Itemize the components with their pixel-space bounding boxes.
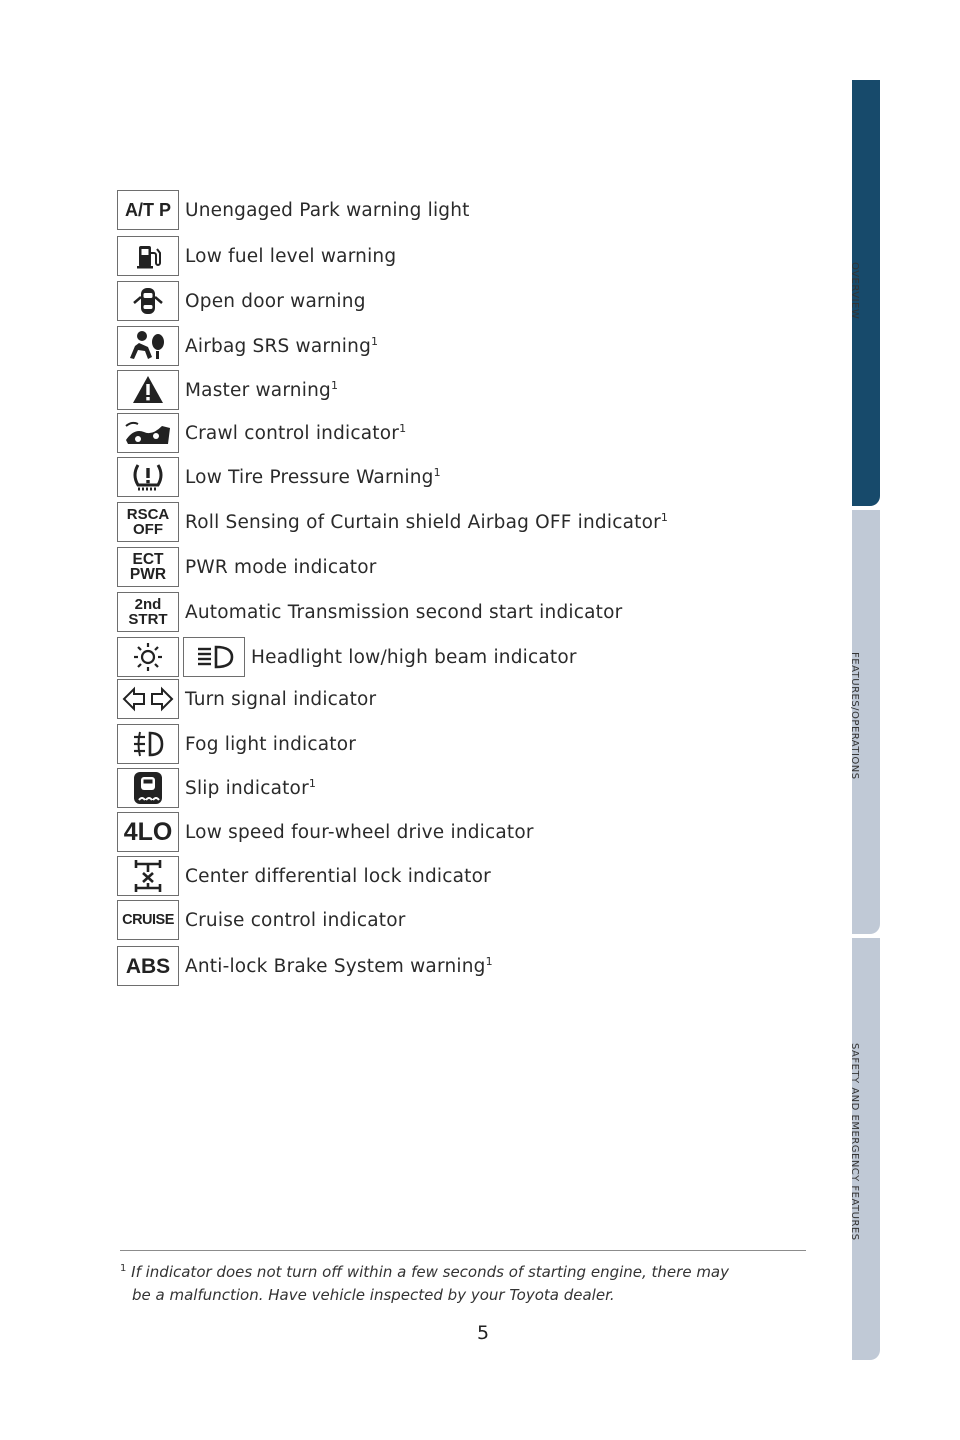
indicator-label: Master warning$^1$ <box>185 378 339 401</box>
indicator-row-headlight <box>117 636 577 678</box>
indicator-row-abs <box>117 945 493 987</box>
indicator-row-ect <box>117 546 377 588</box>
indicator-label: Low fuel level warning <box>185 245 397 267</box>
footnote-line-2: be a malfunction. Have vehicle inspected by your Toyota dealer. <box>132 1286 615 1304</box>
master-warning-icon <box>117 370 179 410</box>
cruise-icon: CRUISE <box>117 900 179 940</box>
indicator-row-turn <box>117 678 376 720</box>
indicator-label: Fog light indicator <box>185 733 357 755</box>
indicator-label: Low Tire Pressure Warning$^1$ <box>185 465 441 488</box>
tab-label-safety: SAFETY AND EMERGENCY FEATURES <box>849 1043 860 1241</box>
indicator-label: Roll Sensing of Curtain shield Airbag OFF indicator$^1$ <box>185 510 669 533</box>
indicator-label: Turn signal indicator <box>185 688 377 710</box>
indicator-row-diff <box>117 855 491 897</box>
indicator-label: PWR mode indicator <box>185 556 377 578</box>
ect-pwr-icon: ECT PWR <box>117 547 179 587</box>
indicator-label: Open door warning <box>185 290 366 312</box>
fuel-pump-icon <box>117 236 179 276</box>
tab-label-overview: OVERVIEW <box>849 262 860 320</box>
indicator-row-atp <box>117 189 470 231</box>
indicator-label: Slip indicator$^1$ <box>185 776 317 799</box>
four-lo-icon: 4LO <box>117 812 179 852</box>
indicator-row-cruise <box>117 899 406 941</box>
indicator-label: Automatic Transmission second start indicator <box>185 601 623 623</box>
indicator-row-crawl <box>117 412 406 454</box>
indicator-row-door <box>117 280 366 322</box>
indicator-label: Unengaged Park warning light <box>185 199 470 221</box>
footnote-line-1: If indicator does not turn off within a few seconds of starting engine, there may <box>131 1263 730 1281</box>
indicator-row-2nd <box>117 591 622 633</box>
indicator-row-rsca <box>117 501 668 543</box>
crawl-control-icon <box>117 413 179 453</box>
page-number: 5 <box>476 1322 490 1344</box>
rsca-off-icon: RSCA OFF <box>117 502 179 542</box>
tab-label-features: FEATURES/OPERATIONS <box>849 652 860 780</box>
indicator-row-fuel <box>117 235 396 277</box>
indicator-label: Headlight low/high beam indicator <box>251 646 577 668</box>
abs-icon: ABS <box>117 946 179 986</box>
slip-icon <box>117 768 179 808</box>
indicator-row-slip <box>117 767 316 809</box>
indicator-row-tire <box>117 456 441 498</box>
indicator-label: Anti-lock Brake System warning$^1$ <box>185 954 493 977</box>
indicator-label: Low speed four-wheel drive indicator <box>185 821 534 843</box>
indicator-row-4lo <box>117 811 534 853</box>
center-diff-lock-icon <box>117 856 179 896</box>
footnote <box>120 1250 806 1307</box>
turn-signal-icon <box>117 679 179 719</box>
atp-icon: A/T P <box>117 190 179 230</box>
indicator-label: Airbag SRS warning$^1$ <box>185 334 379 357</box>
headlight-icon <box>183 637 245 677</box>
open-door-icon <box>117 281 179 321</box>
tire-pressure-icon <box>117 457 179 497</box>
second-start-icon: 2nd STRT <box>117 592 179 632</box>
indicator-label: Cruise control indicator <box>185 909 406 931</box>
parking-light-icon <box>117 637 179 677</box>
indicator-row-airbag <box>117 325 378 367</box>
footnote-marker: 1 <box>120 1263 127 1274</box>
indicator-label: Crawl control indicator$^1$ <box>185 421 407 444</box>
fog-light-icon <box>117 724 179 764</box>
indicator-label: Center differential lock indicator <box>185 865 491 887</box>
indicator-row-fog <box>117 723 356 765</box>
indicator-row-master <box>117 369 338 411</box>
airbag-icon <box>117 326 179 366</box>
